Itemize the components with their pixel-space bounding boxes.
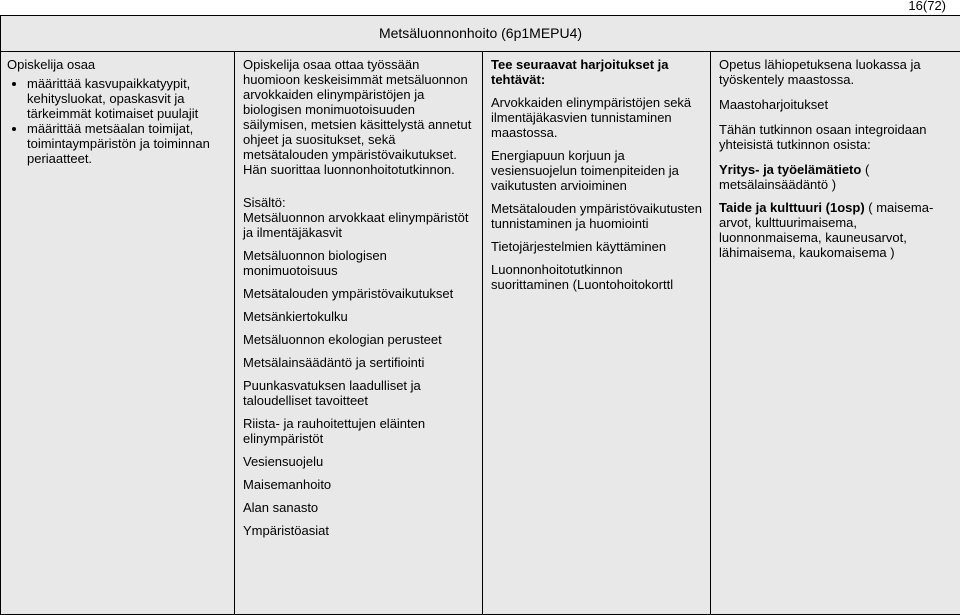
page-number: 16(72) (908, 0, 946, 13)
objectives-heading: Opiskelija osaa (7, 57, 96, 72)
content-item: Riista- ja rauhoitettujen eläinten elinympäristöt (243, 416, 426, 446)
integration-item-title: Taide ja kulttuuri (1osp) (719, 200, 865, 215)
objectives-column (1, 52, 235, 615)
content-item: Metsäluonnon biologisen monimuotoisuus (243, 248, 387, 278)
content-column (235, 52, 483, 615)
exercises-column (483, 52, 711, 615)
objective-item: • määrittää metsäalan toimijat, toimintaympäristön ja toiminnan periaatteet. (27, 121, 228, 166)
content-item: Ympäristöasiat (243, 523, 329, 538)
exercise-item: Luonnonhoitotutkinnon suorittaminen (Luontohoitokorttl (491, 262, 674, 292)
methods-column (711, 52, 960, 615)
exercise-item: Metsätalouden ympäristövaikutusten tunnistaminen ja huomiointi (491, 201, 703, 231)
content-item: Metsälainsäädäntö ja sertifiointi (243, 355, 425, 370)
content-item: Metsäluonnon ekologian perusteet (243, 332, 442, 347)
integration-item-detail: ( metsälainsäädäntö ) (719, 162, 870, 192)
content-item: Alan sanasto (243, 500, 319, 515)
integration-item-title: Yritys- ja työelämätieto (719, 162, 862, 177)
exercise-item: Energiapuun korjuun ja vesiensuojelun toimenpiteiden ja vaikutusten arvioiminen (491, 148, 679, 193)
methods-text: Opetus lähiopetuksena luokassa ja työskentely maastossa. (719, 57, 921, 87)
exercise-item: Tietojärjestelmien käyttäminen (491, 239, 667, 254)
content-item: Puunkasvatuksen laadulliset ja taloudelliset tavoitteet (243, 378, 421, 408)
content-row (1, 52, 960, 615)
content-item: Metsäluonnon arvokkaat elinympäristöt ja ilmentäjäkasvit (243, 210, 469, 240)
title-row (1, 16, 960, 52)
objectives-list (7, 76, 228, 166)
integration-item-detail: ( maisema-arvot, kulttuurimaisema, luonnonmaisema, kauneusarvot, lähimaisema, kaukomaisema ) (719, 200, 934, 260)
content-item: Metsätalouden ympäristövaikutukset (243, 286, 454, 301)
content-heading: Sisältö: (243, 195, 286, 210)
exercise-item: Arvokkaiden elinympäristöjen sekä ilmentäjäkasvien tunnistaminen maastossa. (491, 95, 692, 140)
integration-item (719, 162, 952, 192)
content-item: Maisemanhoito (243, 477, 332, 492)
module-title: Metsäluonnonhoito (6p1MEPU4) (1, 16, 960, 52)
exercises-heading: Tee seuraavat harjoitukset ja tehtävät: (491, 57, 669, 87)
integration-item (719, 200, 952, 260)
objective-item: • määrittää kasvupaikkatyypit, kehitysluokat, opaskasvit ja tärkeimmät kotimaiset puulajit (27, 76, 228, 121)
methods-text: Maastoharjoitukset (719, 97, 829, 112)
content-item: Vesiensuojelu (243, 454, 324, 469)
content-item: Metsänkiertokulku (243, 309, 348, 324)
content-intro: Opiskelija osaa ottaa työssään huomioon keskeisimmät metsäluonnon arvokkaiden elinympäristöjen ja biologisen monimuotoisuuden säilymisen, metsien käsittelystä annetut ohjeet ja suositukset, sekä metsätalouden ympäristövaikutukset. Hän suorittaa luonnonhoitotutkinnon. (243, 57, 472, 177)
methods-text: Tähän tutkinnon osaan integroidaan yhteisistä tutkinnon osista: (719, 122, 927, 152)
curriculum-table (0, 15, 960, 615)
